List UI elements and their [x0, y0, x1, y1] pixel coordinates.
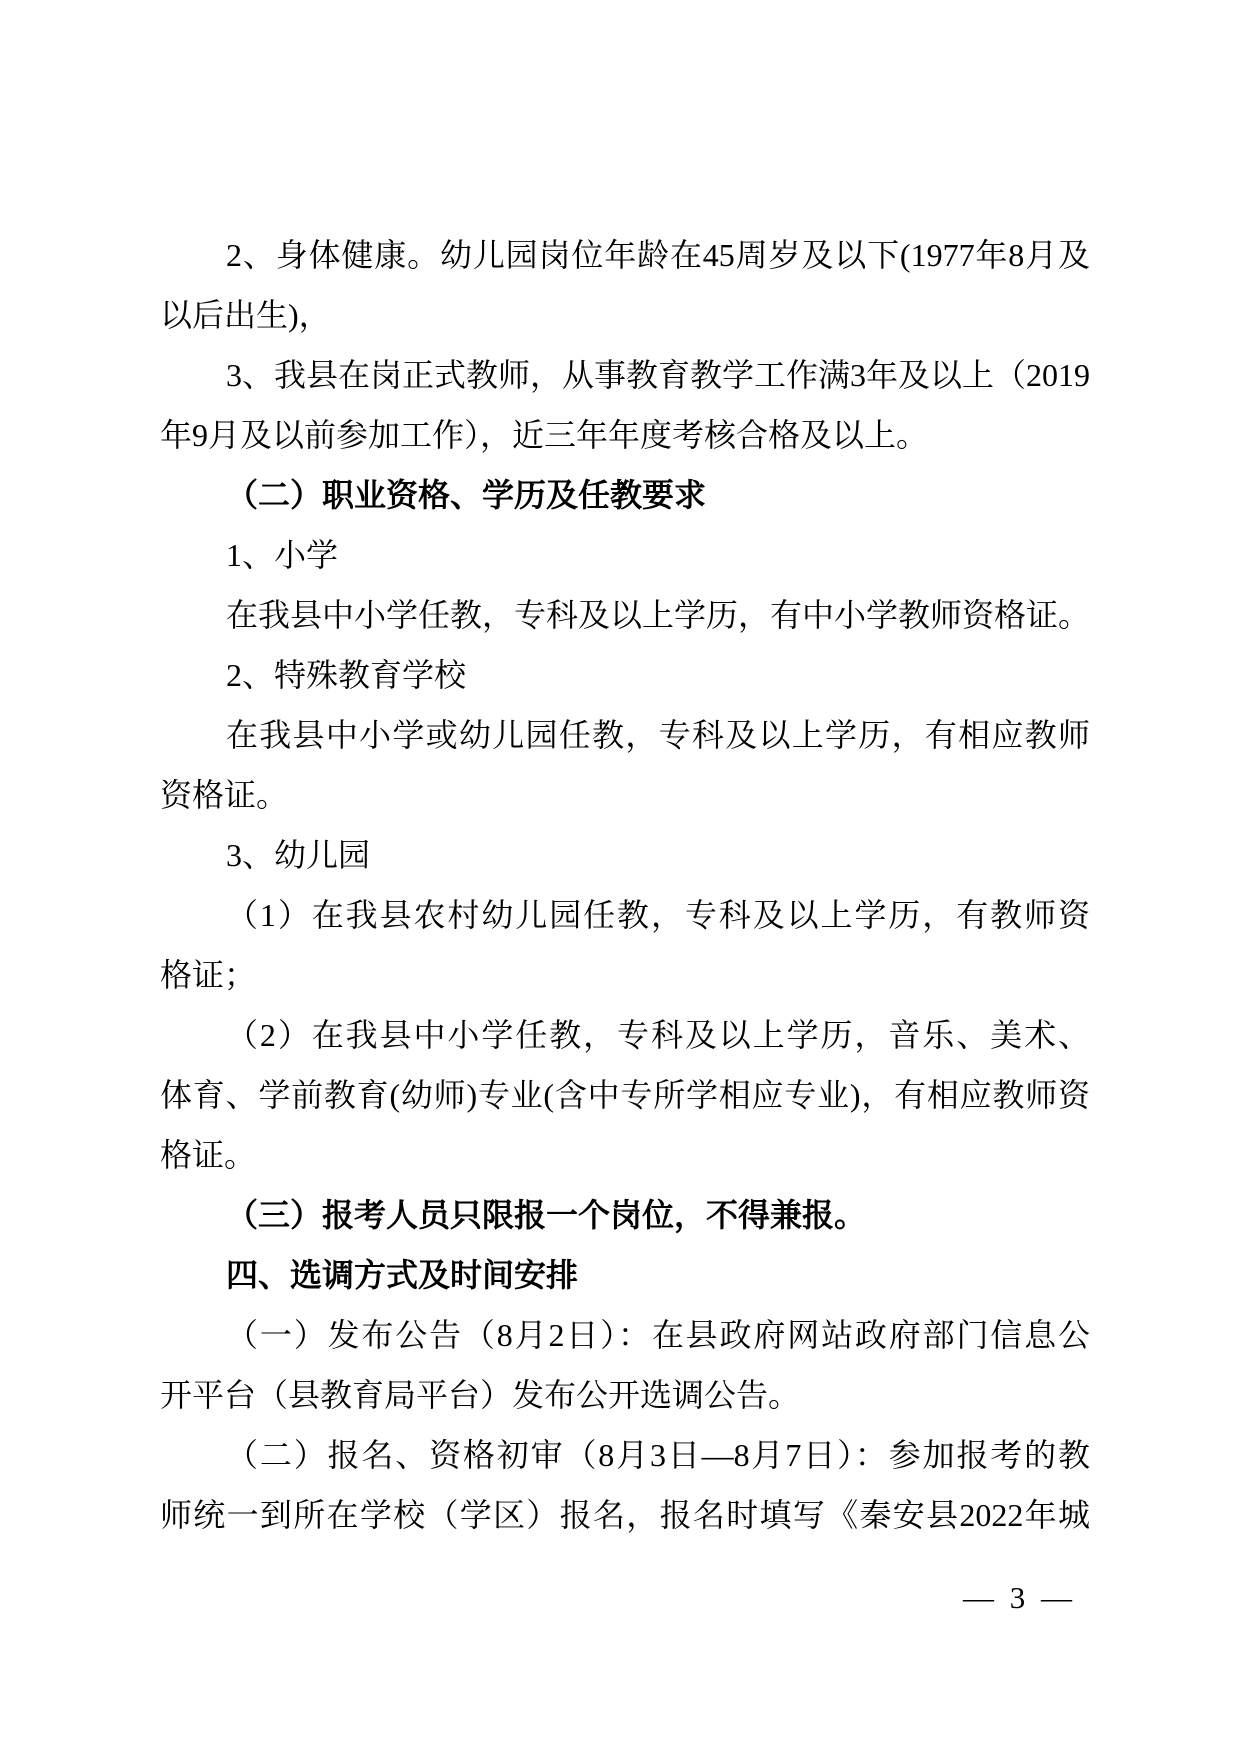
body-text-line: 年9月及以前参加工作），近三年年度考核合格及以上。 — [160, 417, 929, 453]
subsection-heading-line: 3、幼儿园 — [226, 837, 371, 873]
body-text-line: 资格证。 — [160, 777, 289, 813]
body-text-line: 师统一到所在学校（学区）报名，报名时填写《秦安县2022年城 — [160, 1497, 1090, 1533]
body-text-line: （2）在我县中小学任教，专科及以上学历，音乐、美术、 — [226, 1017, 1090, 1053]
subsection-heading-line: 1、小学 — [226, 537, 339, 573]
body-text-line: （一）发布公告（8月2日）：在县政府网站政府部门信息公 — [226, 1317, 1090, 1353]
body-text-line: 格证。 — [160, 1137, 257, 1173]
document-body — [160, 225, 1090, 1545]
body-text-line: 3、我县在岗正式教师，从事教育教学工作满3年及以上（2019 — [226, 357, 1090, 393]
page-number: — 3 — — [963, 1580, 1076, 1615]
body-text-line: （1）在我县农村幼儿园任教，专科及以上学历，有教师资 — [226, 897, 1090, 933]
body-text-line: 体育、学前教育(幼师)专业(含中专所学相应专业)，有相应教师资 — [160, 1077, 1090, 1113]
body-text-line: 以后出生)， — [160, 297, 331, 333]
subsection-heading-line: 2、特殊教育学校 — [226, 657, 467, 693]
body-text-line: 开平台（县教育局平台）发布公开选调公告。 — [160, 1377, 801, 1413]
section-heading-line: （二）职业资格、学历及任教要求 — [226, 477, 707, 513]
body-text-line: 格证； — [160, 957, 257, 993]
body-text-line: 2、身体健康。幼儿园岗位年龄在45周岁及以下(1977年8月及 — [226, 237, 1090, 273]
section-heading-line: （三）报考人员只限报一个岗位，不得兼报。 — [226, 1197, 867, 1233]
body-text-line: 在我县中小学任教，专科及以上学历，有中小学教师资格证。 — [226, 597, 1090, 633]
body-text-line: （二）报名、资格初审（8月3日—8月7日）：参加报考的教 — [226, 1437, 1090, 1473]
body-text-line: 在我县中小学或幼儿园任教，专科及以上学历，有相应教师 — [226, 717, 1090, 753]
chapter-heading-line: 四、选调方式及时间安排 — [226, 1257, 579, 1293]
